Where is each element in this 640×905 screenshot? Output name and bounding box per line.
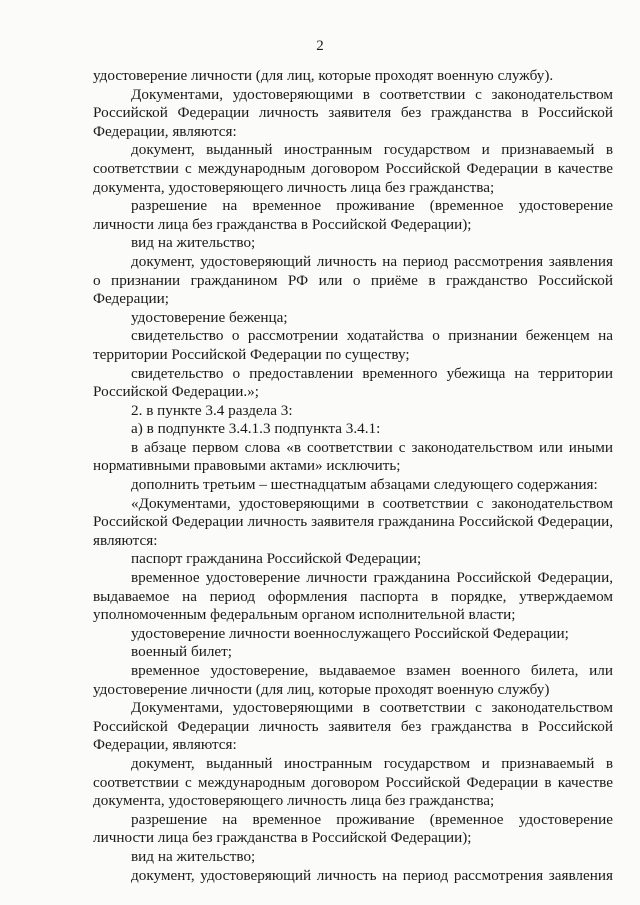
paragraph: а) в подпункте 3.4.1.3 подпункта 3.4.1: [131,420,381,438]
paragraph: Документами, удостоверяющими в соответствии с законодательством Российской Федерации личность заявителя без гражданства в Российской Федерации, являются: [93,699,613,754]
paragraph: документ, удостоверяющий личность на период рассмотрения заявления о признании гражданином РФ или о приёме в гражданство Российской Федерации; [93,252,613,308]
paragraph: удостоверение личности военнослужащего Российской Федерации; [131,624,569,642]
paragraph: 2. в пункте 3.4 раздела 3: [131,401,293,419]
document-body [93,67,613,885]
paragraph: свидетельство о предоставлении временного убежища на территории Российской Федерации.»; [93,364,613,401]
paragraph: дополнить третьим – шестнадцатым абзацами следующего содержания: [131,476,598,494]
paragraph: временное удостоверение, выдаваемое взамен военного билета, или удостоверение личности (для лиц, которые проходят военную службу) [93,662,613,698]
paragraph: свидетельство о рассмотрении ходатайства о признании беженцем на территории Российской Федерации по существу; [93,327,613,363]
paragraph: удостоверение беженца; [131,308,288,326]
paragraph: «Документами, удостоверяющими в соответствии с законодательством Российской Федерации личность заявителя гражданина Российской Федерации, являются: [93,494,613,549]
page-number: 2 [316,38,324,54]
paragraph: Документами, удостоверяющими в соответствии с законодательством Российской Федерации личность заявителя без гражданства в Российской Федерации, являются: [93,85,613,140]
paragraph: вид на жительство; [131,847,256,865]
paragraph: паспорт гражданина Российской Федерации; [131,550,422,568]
paragraph: документ, удостоверяющий личность на период рассмотрения заявления [131,866,613,884]
paragraph: временное удостоверение личности гражданина Российской Федерации, выдаваемое на период оформления паспорта в порядке, утверждаемом уполномоченным федеральным органом исполнительной власти; [93,569,613,624]
paragraph: в абзаце первом слова «в соответствии с законодательством или иными нормативными правовыми актами» исключить; [93,438,613,475]
paragraph: военный билет; [131,643,233,661]
paragraph: документ, выданный иностранным государством и признаваемый в соответствии с международным договором Российской Федерации в качестве документа, удостоверяющего личность лица без гражданства; [93,754,613,810]
paragraph: удостоверение личности (для лиц, которые проходят военную службу). [93,67,554,84]
paragraph: разрешение на временное проживание (временное удостоверение личности лица без гражданства в Российской Федерации); [93,197,613,233]
paragraph: разрешение на временное проживание (временное удостоверение личности лица без гражданства в Российской Федерации); [93,810,613,847]
paragraph: вид на жительство; [131,234,256,252]
paragraph: документ, выданный иностранным государством и признаваемый в соответствии с международным договором Российской Федерации в качестве документа, удостоверяющего личность лица без гражданства; [93,141,613,196]
